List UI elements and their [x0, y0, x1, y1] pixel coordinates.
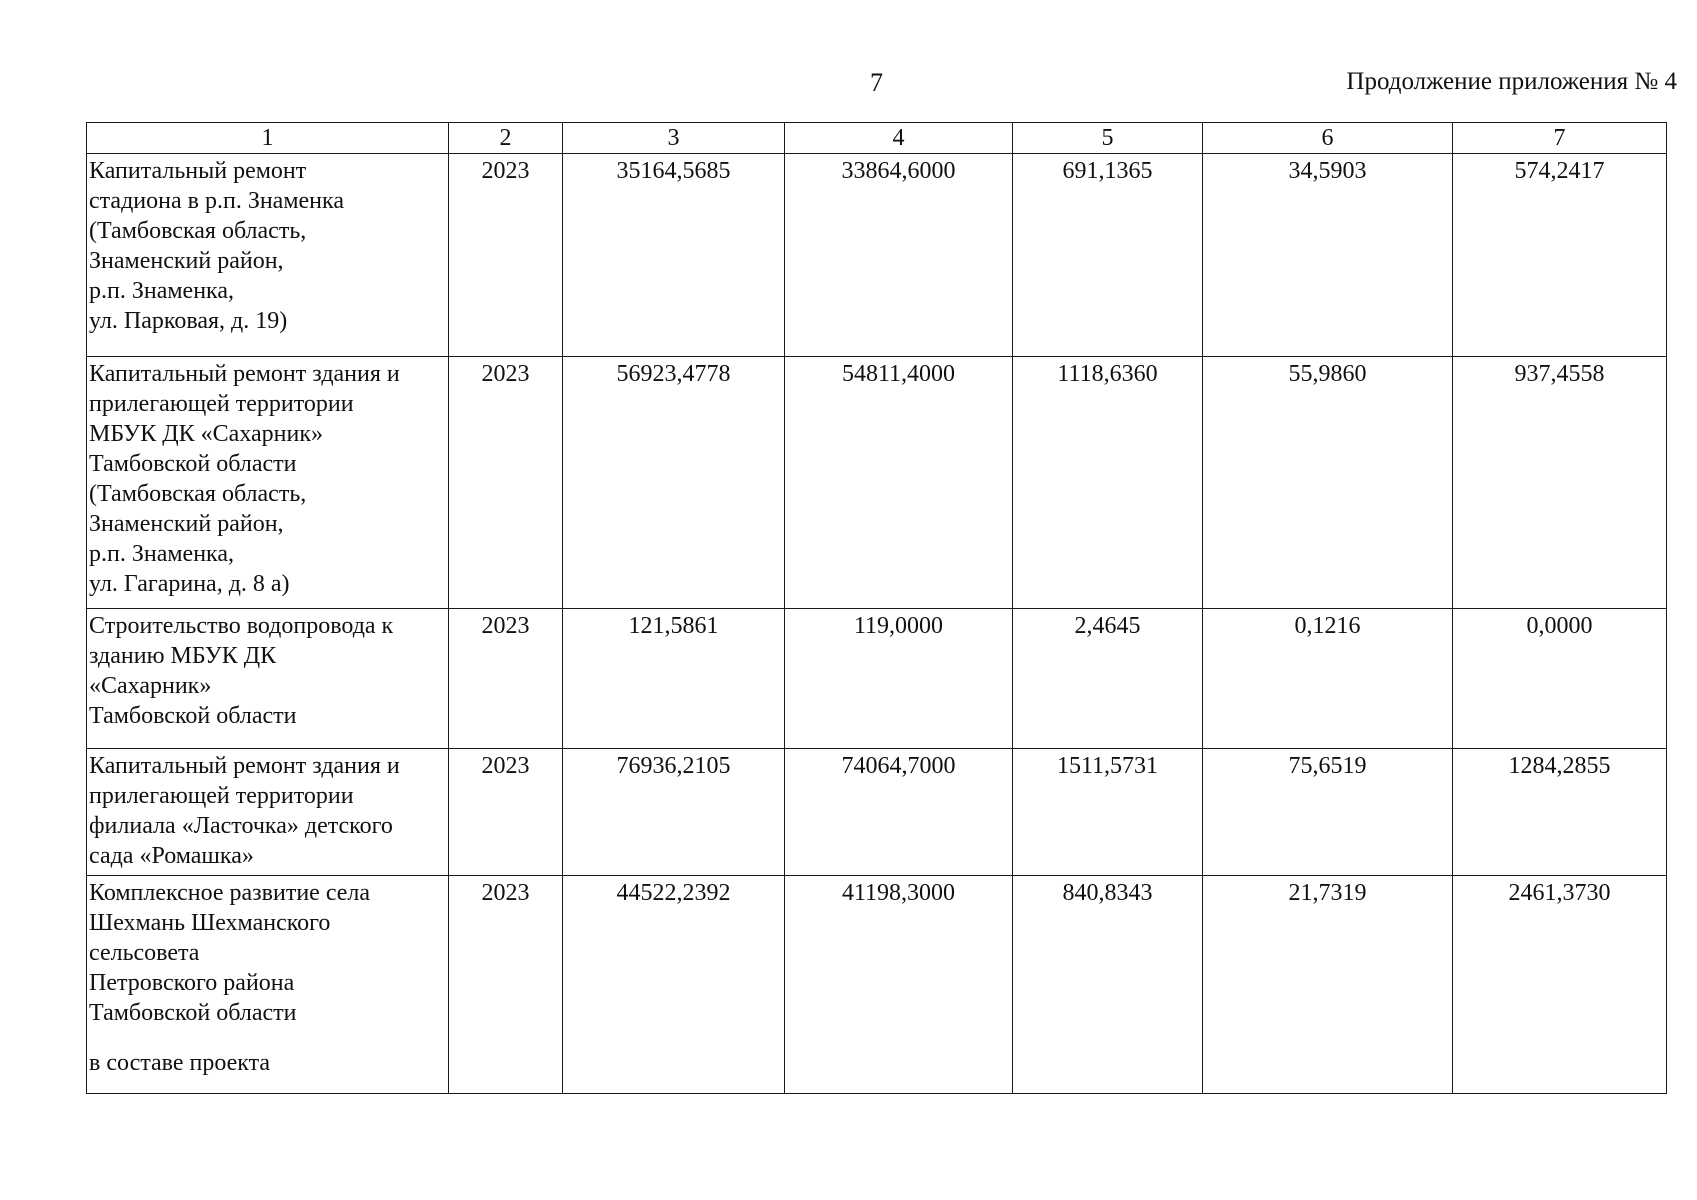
year-cell: 2023: [449, 749, 563, 876]
value-cell: 34,5903: [1203, 154, 1453, 357]
value-cell: 121,5861: [563, 609, 785, 749]
line-gap: [89, 1028, 444, 1048]
object-name-line: Шехмань Шехманского: [89, 910, 331, 936]
object-name-line: Строительство водопровода к: [89, 613, 394, 639]
value-cell: 574,2417: [1453, 154, 1667, 357]
object-name-line: Тамбовской области: [89, 1000, 297, 1026]
object-name-line: ул. Гагарина, д. 8 а): [89, 571, 290, 597]
year-cell: 2023: [449, 609, 563, 749]
object-name-line: филиала «Ласточка» детского: [89, 813, 393, 839]
value-cell: 55,9860: [1203, 357, 1453, 609]
object-name-cell: [87, 154, 449, 357]
appendix-continuation-label: Продолжение приложения № 4: [1346, 68, 1677, 95]
object-name-cell: [87, 876, 449, 1094]
value-cell: 21,7319: [1203, 876, 1453, 1094]
table-row: [87, 154, 1667, 357]
column-header: 2: [449, 123, 563, 154]
value-cell: 76936,2105: [563, 749, 785, 876]
year-cell: 2023: [449, 357, 563, 609]
object-name-line: сельсовета: [89, 940, 200, 966]
page-number: 7: [870, 68, 883, 97]
column-header: 1: [87, 123, 449, 154]
object-name-cell: [87, 357, 449, 609]
table-row: [87, 749, 1667, 876]
value-cell: 75,6519: [1203, 749, 1453, 876]
column-header: 6: [1203, 123, 1453, 154]
object-name-line: сада «Ромашка»: [89, 843, 254, 869]
value-cell: 2,4645: [1013, 609, 1203, 749]
value-cell: 119,0000: [785, 609, 1013, 749]
value-cell: 2461,3730: [1453, 876, 1667, 1094]
column-header: 3: [563, 123, 785, 154]
value-cell: 35164,5685: [563, 154, 785, 357]
object-name-line: р.п. Знаменка,: [89, 541, 234, 567]
value-cell: 33864,6000: [785, 154, 1013, 357]
value-cell: 41198,3000: [785, 876, 1013, 1094]
object-name-line: Петровского района: [89, 970, 295, 996]
object-name-line: «Сахарник»: [89, 673, 212, 699]
object-name-line: (Тамбовская область,: [89, 481, 307, 507]
object-name-line: Капитальный ремонт: [89, 158, 307, 184]
object-name-line: прилегающей территории: [89, 391, 354, 417]
object-name-line: МБУК ДК «Сахарник»: [89, 421, 323, 447]
object-name-line: Комплексное развитие села: [89, 880, 371, 906]
value-cell: 1118,6360: [1013, 357, 1203, 609]
year-cell: 2023: [449, 876, 563, 1094]
object-name-line: р.п. Знаменка,: [89, 278, 234, 304]
column-header: 5: [1013, 123, 1203, 154]
value-cell: 1284,2855: [1453, 749, 1667, 876]
object-name-line: Тамбовской области: [89, 451, 297, 477]
value-cell: 0,0000: [1453, 609, 1667, 749]
object-name-line: в составе проекта: [89, 1050, 271, 1076]
table-row: [87, 357, 1667, 609]
value-cell: 0,1216: [1203, 609, 1453, 749]
object-name-cell: [87, 749, 449, 876]
value-cell: 840,8343: [1013, 876, 1203, 1094]
value-cell: 44522,2392: [563, 876, 785, 1094]
column-header: 4: [785, 123, 1013, 154]
object-name-cell: [87, 609, 449, 749]
value-cell: 937,4558: [1453, 357, 1667, 609]
object-name-line: (Тамбовская область,: [89, 218, 307, 244]
column-header: 7: [1453, 123, 1667, 154]
object-name-line: прилегающей территории: [89, 783, 354, 809]
budget-table: [86, 122, 1667, 1094]
object-name-line: Капитальный ремонт здания и: [89, 753, 400, 779]
value-cell: 54811,4000: [785, 357, 1013, 609]
table-row: [87, 609, 1667, 749]
table-row: [87, 876, 1667, 1094]
value-cell: 691,1365: [1013, 154, 1203, 357]
object-name-line: стадиона в р.п. Знаменка: [89, 188, 344, 214]
object-name-line: Знаменский район,: [89, 248, 284, 274]
object-name-line: зданию МБУК ДК: [89, 643, 277, 669]
object-name-line: Тамбовской области: [89, 703, 297, 729]
object-name-line: ул. Парковая, д. 19): [89, 308, 288, 334]
year-cell: 2023: [449, 154, 563, 357]
value-cell: 56923,4778: [563, 357, 785, 609]
column-number-row: [87, 123, 1667, 154]
value-cell: 74064,7000: [785, 749, 1013, 876]
object-name-line: Капитальный ремонт здания и: [89, 361, 400, 387]
value-cell: 1511,5731: [1013, 749, 1203, 876]
object-name-line: Знаменский район,: [89, 511, 284, 537]
